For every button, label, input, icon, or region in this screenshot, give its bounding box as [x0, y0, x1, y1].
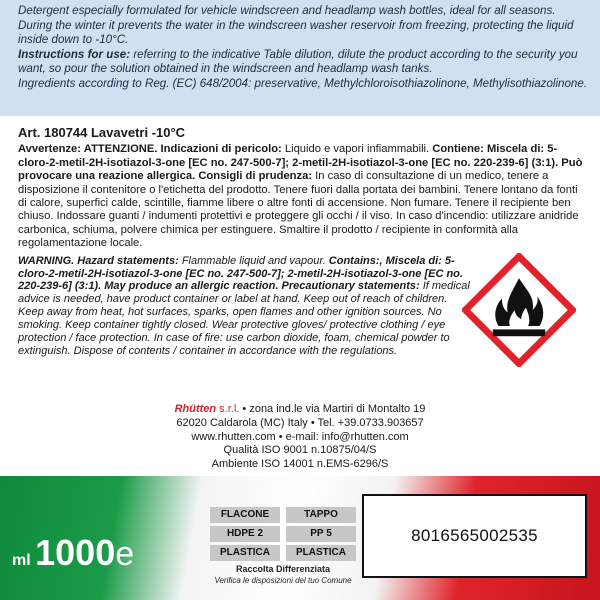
instructions-label: Instructions for use: — [18, 47, 131, 61]
brand-srl: s.r.l. — [216, 403, 240, 415]
recycling-material-cap: PP 5 — [286, 526, 356, 542]
italian-safety-text — [18, 143, 588, 250]
instructions-text: referring to the indicative Table dilution, dilute the product according to the security you want, so pour the solution obtained in the windscreen and headlamp wash tanks. — [18, 47, 578, 76]
english-safety-text — [18, 255, 473, 358]
recycling-footer-title: Raccolta Differenziata — [235, 564, 331, 574]
avvertenze-label: Avvertenze: ATTENZIONE. Indicazioni di pericolo: — [18, 143, 282, 156]
volume-amount: 1000 — [35, 532, 116, 573]
recycling-header-cap: TAPPO — [286, 507, 356, 523]
environment-line: Ambiente ISO 14001 n.EMS-6296/S — [211, 458, 389, 471]
ingredients-text: Ingredients according to Reg. (EC) 648/2004: preservative, Methylchloroisothiazolinone, Methylisothiazolinone. — [18, 76, 588, 90]
volume-label — [12, 533, 134, 581]
precaution-text: If medical advice is needed, have product container or label at hand. Keep out of reach of children. Keep away from heat, hot surfaces, sparks, open flames and other ignition sources. No smoking. Keep container tightly closed. Wear protective gloves/ protective clothing / eye protection / face protection. In case of fire: use carbon dioxide, foam, chemical powder to extinguish. Dispose of contents / container in accordance with the regulations. — [18, 280, 470, 357]
recycling-type-cap: PLASTICA — [286, 545, 356, 561]
manufacturer-line-1 — [0, 403, 600, 417]
brand-logo: Rhütten — [174, 403, 217, 415]
recycling-footer-note: Verifica le disposizioni del tuo Comune — [214, 576, 352, 585]
instructions-paragraph — [18, 48, 590, 77]
web-line: www.rhutten.com • e-mail: info@rhutten.com — [191, 430, 409, 443]
recycling-header-row — [210, 507, 356, 523]
address-line-2: 62020 Caldarola (MC) Italy • Tel. +39.0733.903657 — [176, 416, 424, 429]
estimated-sign-icon: e — [115, 535, 135, 573]
barcode-number: 8016565002535 — [411, 526, 538, 545]
warning-text: Flammable liquid and vapour. — [178, 254, 329, 267]
prudenza-text: In caso di consultazione di un medico, tenere a disposizione il contenitore o l'etichetta del prodotto. Tenere fuori dalla portata dei bambini. Tenere lontano da fonti di calore, superfici calde, scintille, fiamme libere o altre fonti di accensione. Non fumare. Tenere il recipiente ben chiuso. Indossare guanti / indumenti protettivi e proteggere gli occhi / il viso. In caso d'incendio: utilizzare anidride carbonica, schiuma, polvere chimica per estinguere. Smaltire il prodotto / recipiente in conformità alla regolamentazione locale. — [18, 170, 579, 250]
recycling-header-bottle: FLACONE — [210, 507, 280, 523]
product-description-band — [0, 0, 600, 116]
manufacturer-info — [0, 403, 600, 472]
product-description: Detergent especially formulated for vehicle windscreen and headlamp wash bottles, ideal for all seasons. During the winter it prevents the water in the windscreen washer reservoir from freezing, protecting the liquid inside down to -10°C. — [18, 4, 574, 47]
recycling-type-bottle: PLASTICA — [210, 545, 280, 561]
article-title: Art. 180744 Lavavetri -10°C — [18, 125, 186, 140]
recycling-type-row — [210, 545, 356, 561]
contains-label: Contains:, Miscela di: 5-cloro-2-metil-2H-isotiazol-3-one [EC no. 247-500-7]; 2-metil-2H-isotiazol-3-one [EC no. 220-239-6] (3:1). May produce an allergic reaction. Precautionary statements: — [18, 254, 463, 293]
barcode-number-box — [362, 494, 587, 578]
recycling-material-bottle: HDPE 2 — [210, 526, 280, 542]
recycling-material-row — [210, 526, 356, 542]
recycling-info — [210, 507, 356, 586]
contiene-label: Contiene: Miscela di: 5-cloro-2-metil-2H-isotiazol-3-one [EC no. 247-500-7]; 2-metil-2H-isotiazol-3-one [EC no. 220-239-6] (3:1). Può provocare una reazione allergica. Consigli di prudenza: — [18, 143, 583, 183]
volume-unit: ml — [12, 552, 31, 569]
avvertenze-text: Liquido e vapori infiammabili. — [281, 143, 433, 156]
quality-line: Qualità ISO 9001 n.10875/04/S — [223, 444, 377, 457]
ghs-flame-icon — [462, 253, 576, 367]
recycling-footer — [210, 564, 356, 586]
address-line-1: • zona ind.le via Martiri di Montalto 19 — [239, 403, 426, 415]
warning-label: WARNING. Hazard statements: — [18, 254, 179, 267]
